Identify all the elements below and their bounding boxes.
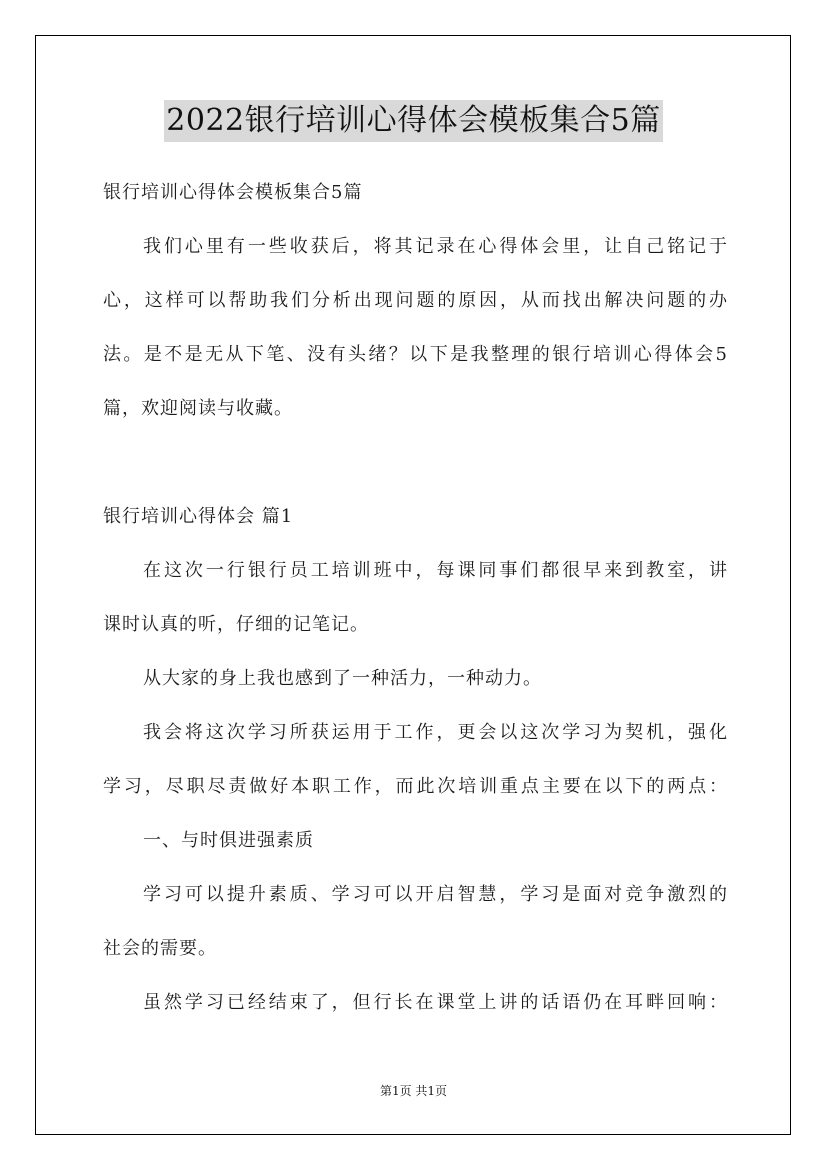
paragraph-line: 社会的需要。: [103, 938, 217, 959]
subtitle-line: 银行培训心得体会模板集合5篇: [103, 182, 363, 203]
paragraph-line: 篇，欢迎阅读与收藏。: [103, 398, 293, 419]
paragraph-line: 从大家的身上我也感到了一种活力，一种动力。: [143, 668, 542, 689]
blank-line: [103, 436, 728, 490]
section-heading: 银行培训心得体会 篇1: [103, 506, 294, 527]
title-container: [0, 100, 827, 142]
document-title: 2022银行培训心得体会模板集合5篇: [164, 100, 662, 142]
paragraph-line: 我会将这次学习所获运用于工作，更会以这次学习为契机，强化: [143, 722, 728, 743]
paragraph-line: 虽然学习已经结束了，但行长在课堂上讲的话语仍在耳畔回响：: [143, 992, 728, 1013]
subheading-line: 一、与时俱进强素质: [143, 830, 314, 851]
paragraph-line: 心，这样可以帮助我们分析出现问题的原因，从而找出解决问题的办: [103, 290, 728, 311]
paragraph-line: 我们心里有一些收获后，将其记录在心得体会里，让自己铭记于: [143, 236, 728, 257]
paragraph-line: 法。是不是无从下笔、没有头绪？以下是我整理的银行培训心得体会5: [103, 344, 728, 365]
paragraph-line: 课时认真的听，仔细的记笔记。: [103, 614, 369, 635]
document-body: [103, 166, 728, 1030]
page-footer: 第1页 共1页: [379, 1084, 448, 1098]
paragraph-line: 学习可以提升素质、学习可以开启智慧，学习是面对竞争激烈的: [143, 884, 728, 905]
paragraph-line: 在这次一行银行员工培训班中，每课同事们都很早来到教室，讲: [143, 560, 728, 581]
paragraph-line: 学习，尽职尽责做好本职工作，而此次培训重点主要在以下的两点：: [103, 776, 728, 797]
